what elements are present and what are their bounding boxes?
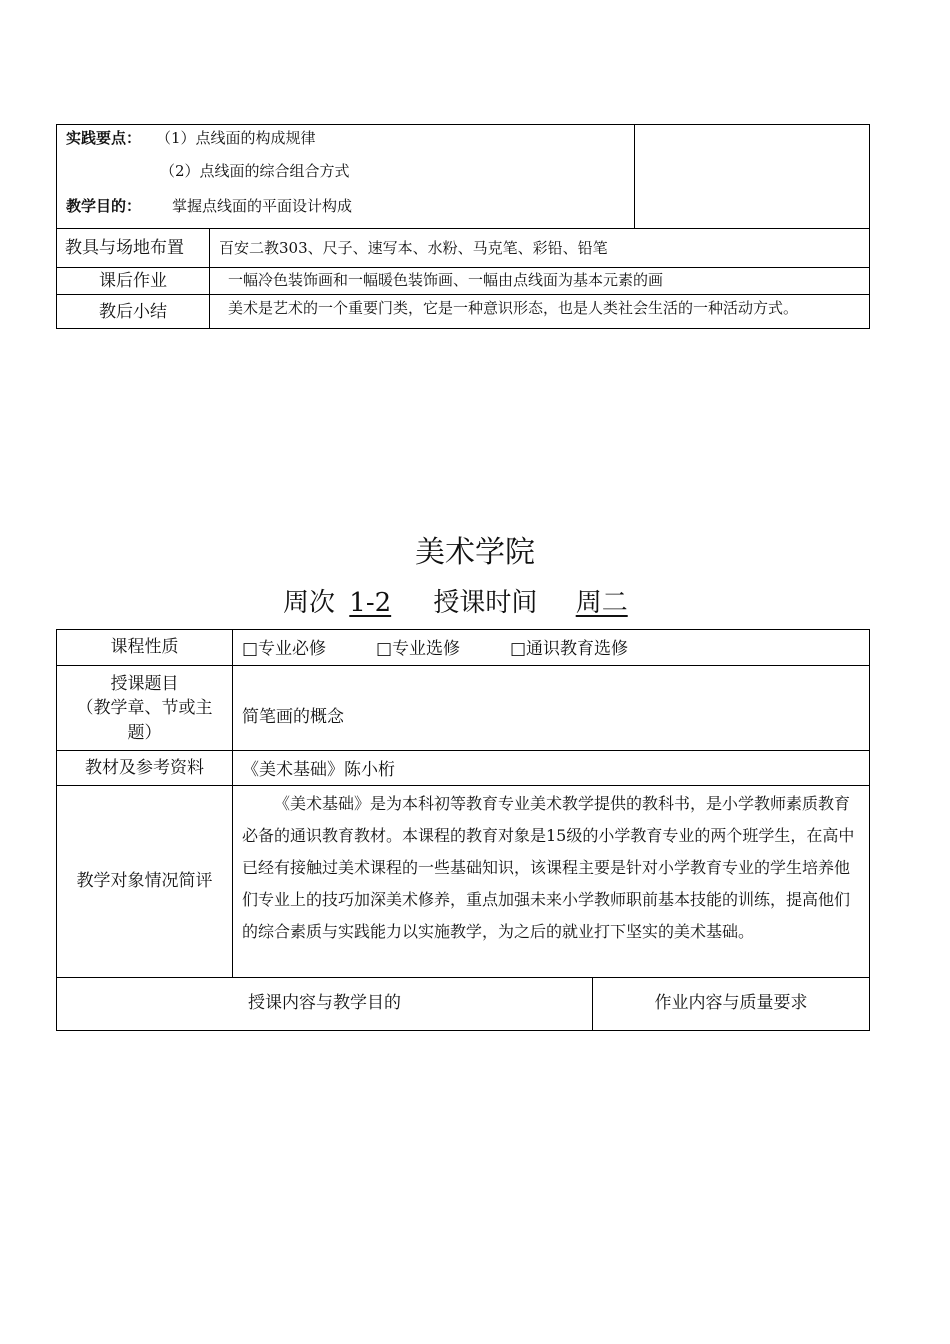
audience-label: 教学对象情况简评 <box>76 871 213 891</box>
table-border <box>56 665 870 666</box>
week-label: 周次 <box>283 588 336 618</box>
materials-value: 《美术基础》陈小桁 <box>242 760 395 780</box>
time-label: 授课时间 <box>433 588 538 618</box>
table-border <box>56 1030 870 1031</box>
practice-item-2: （2）点线面的综合组合方式 <box>160 162 350 180</box>
page-title: 美术学院 <box>415 535 535 570</box>
option-general: □通识教育选修 <box>510 639 629 659</box>
content-header: 授课内容与教学目的 <box>248 993 401 1013</box>
tools-label: 教具与场地布置 <box>65 238 184 258</box>
goal-label: 教学目的： <box>66 197 142 215</box>
table-border <box>56 750 870 751</box>
topic-label-line-3: 题） <box>127 723 162 743</box>
summary-label: 教后小结 <box>99 302 167 322</box>
practice-label: 实践要点： <box>66 129 142 147</box>
time-value: 周二 <box>575 588 628 618</box>
homework-header: 作业内容与质量要求 <box>654 993 808 1013</box>
week-value: 1-2 <box>349 588 392 618</box>
audience-text: 《美术基础》是为本科初等教育专业美术教学提供的教科书，是小学教师素质教育必备的通识教育教材。本课程的教育对象是15级的小学教育专业的两个班学生，在高中已经有接触过美术课程的一些基础知识，该课程主要是针对小学教育专业的学生培养他们专业上的技巧加深美术修养，重点加强未来小学教师职前基本技能的训练，提高他们的综合素质与实践能力以实施教学，为之后的就业打下坚实的美术基础。 <box>242 794 855 941</box>
table-border <box>56 629 870 630</box>
option-elective: □专业选修 <box>376 639 461 659</box>
table-border <box>56 124 870 125</box>
table-border <box>232 629 233 977</box>
tools-text: 百安二教303、尺子、速写本、水粉、马克笔、彩铅、铅笔 <box>219 239 608 257</box>
table-border <box>56 785 870 786</box>
summary-text: 美术是艺术的一个重要门类，它是一种意识形态，也是人类社会生活的一种活动方式。 <box>228 299 799 317</box>
week-row <box>283 590 636 616</box>
table-border <box>634 124 635 228</box>
topic-value: 简笔画的概念 <box>242 707 344 727</box>
goal-text: 掌握点线面的平面设计构成 <box>172 197 353 215</box>
topic-label-line-2: （教学章、节或主 <box>76 698 213 718</box>
materials-label: 教材及参考资料 <box>85 758 204 778</box>
option-required: □专业必修 <box>242 639 327 659</box>
table-border <box>869 124 870 329</box>
course-nature-label: 课程性质 <box>110 637 179 657</box>
practice-item-1: （1）点线面的构成规律 <box>156 129 316 147</box>
table-border <box>869 629 870 1031</box>
table-border <box>56 977 870 978</box>
topic-label-line-1: 授课题目 <box>110 674 179 694</box>
table-border <box>209 228 210 328</box>
table-border <box>56 228 870 229</box>
table-border <box>56 267 870 268</box>
table-border <box>56 124 57 329</box>
table-border <box>56 294 870 295</box>
homework-label: 课后作业 <box>99 271 167 291</box>
homework-text: 一幅冷色装饰画和一幅暖色装饰画、一幅由点线面为基本元素的画 <box>228 271 664 289</box>
table-border <box>56 328 870 329</box>
